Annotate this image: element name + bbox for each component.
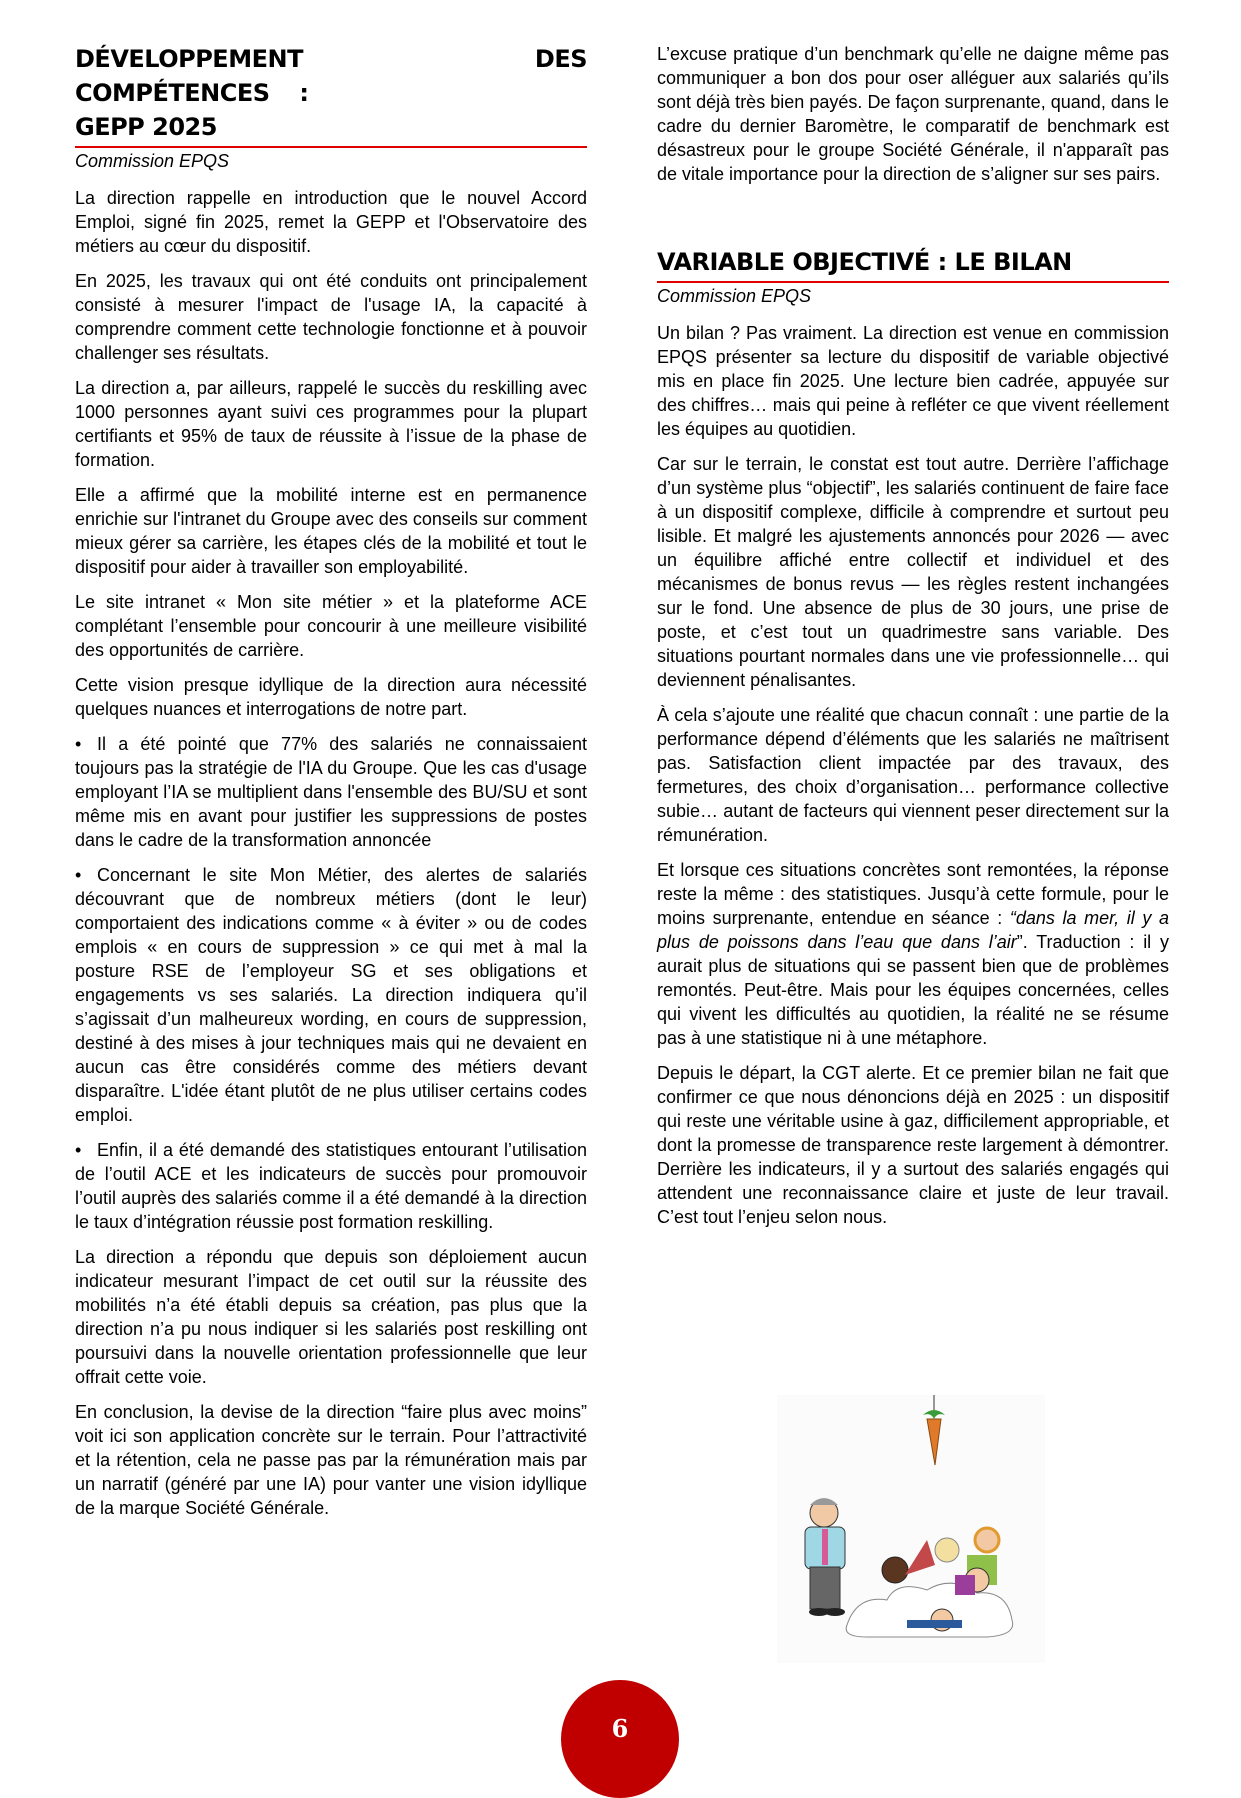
article1-title-rule — [75, 146, 587, 148]
article2-quote-paragraph — [657, 858, 1169, 1050]
bullet-item — [75, 1138, 587, 1234]
carrot-and-crowd-icon — [777, 1395, 1045, 1663]
section-spacer — [657, 197, 1169, 245]
article1-paragraph: En 2025, les travaux qui ont été conduits ont principalement consisté à mesurer l'impact de l'usage IA, la capacité à comprendre comment cette technologie fonctionne et à pouvoir challenger ses résultats. — [75, 271, 587, 363]
cartoon-illustration — [777, 1395, 1045, 1663]
bullet-text: Enfin, il a été demandé des statistiques entourant l’utilisation de l’outil ACE et les indicateurs de succès pour promouvoir l’outil auprès des salariés comme il a été demandé à la direction le taux d’intégration réussie post formation reskilling. — [75, 1140, 587, 1232]
article1-subtitle: Commission EPQS — [75, 151, 230, 171]
article2-paragraph: Car sur le terrain, le constat est tout autre. Derrière l’affichage d’un système plus “objectif”, les salariés continuent de faire face à un dispositif complexe, difficile à comprendre et surtout peu lisible. Et malgré les ajustements annoncés pour 2026 — avec un équilibre affiché entre collectif et individuel et des mécanismes de bonus revus — les règles restent inchangées sur le fond. Une absence de plus de 30 jours, une prise de poste, et c’est tout un quadrimestre sans variable. Des situations pourtant normales dans une vie professionnelle… qui deviennent pénalisantes. — [657, 454, 1169, 690]
article2-title-rule — [657, 281, 1169, 283]
article1-conclusion-paragraph: En conclusion, la devise de la direction “faire plus avec moins” voit ici son application concrète sur le terrain. Pour l’attractivité et la rétention, cela ne passe pas par la rémunération mais par un narratif (généré par une IA) pour vanter une vision idyllique de la marque Société Générale. — [75, 1402, 587, 1518]
article1-title-line2: GEPP 2025 — [75, 113, 217, 141]
article2-subtitle: Commission EPQS — [657, 286, 812, 306]
right-column — [657, 42, 1169, 1240]
quote-lead-text: Et lorsque ces situations concrètes sont remontées, la réponse reste la même : des statistiques. Jusqu’à cette formule, pour le moins surprenante, entendue en séance : — [657, 860, 1169, 928]
article1-continued-paragraph: L’excuse pratique d’un benchmark qu’elle ne daigne même pas communiquer a bon dos pour oser alléguer aux salariés qu’ils sont déjà très bien payés. De façon surprenante, quand, dans le cadre du dernier Baromètre, le comparatif de benchmark est désastreux pour le groupe Société Générale, il n'apparaît pas de vitale importance pour la direction de s’aligner sur ses pairs. — [657, 44, 1169, 184]
article1-paragraph: Elle a affirmé que la mobilité interne est en permanence enrichie sur l'intranet du Groupe avec des conseils sur comment mieux gérer sa carrière, les étapes clés de la mobilité et tout le dispositif pour aider à travailler son employabilité. — [75, 485, 587, 577]
article2-paragraph: Un bilan ? Pas vraiment. La direction est venue en commission EPQS présenter sa lecture du dispositif de variable objectivé mis en place fin 2025. Une lecture bien cadrée, appuyée sur des chiffres… mais qui peine à refléter ce que vivent réellement les équipes au quotidien. — [657, 323, 1169, 439]
article1-paragraph: La direction a, par ailleurs, rappelé le succès du reskilling avec 1000 personnes ayant suivi ces programmes pour la plupart certifiants et 95% de taux de réussite à l’issue de la phase de formation. — [75, 378, 587, 470]
article2-title: VARIABLE OBJECTIVÉ : LE BILAN — [657, 248, 1072, 276]
article1-closing-paragraph: La direction a répondu que depuis son déploiement aucun indicateur mesurant l’impact de cet outil sur la réussite des mobilités n’a été établi depuis sa création, pas plus que la direction n’a pu nous indiquer si les salariés post reskilling ont poursuivi dans la nouvelle orientation professionnelle que leur offrait cette voie. — [75, 1247, 587, 1387]
left-column — [75, 42, 587, 1531]
bullet-text: Concernant le site Mon Métier, des alertes de salariés découvrant que de nombreux métiers (dont le leur) comportaient des indications comme « à éviter » ou de codes emplois « en cours de suppression » ce qui met à mal la posture RSE de l’employeur SG et ses obligations et engagements vs ses salariés. La direction indiquera qu’il s’agissait d’un malheureux wording, en cours de suppression, destiné à des mises à jour techniques mais qui ne devaient en aucun cas être considérés comme des métiers devant disparaître. L'idée étant plutôt de ne plus utiliser certains codes emploi. — [75, 865, 587, 1125]
quote-italic-text: “dans la mer, il y a plus de poissons dans l’eau que dans l’air — [657, 908, 1169, 952]
page-number-badge — [561, 1680, 679, 1798]
bullet-item — [75, 863, 587, 1127]
article1-title-line1: DÉVELOPPEMENT DES COMPÉTENCES : — [75, 45, 587, 107]
article2-paragraph: À cela s’ajoute une réalité que chacun connaît : une partie de la performance dépend d’éléments que les salariés ne maîtrisent pas. Satisfaction client impactée par des travaux, des fermetures, des choix d’organisation… performance collective subie… autant de facteurs qui viennent peser directement sur la rémunération. — [657, 705, 1169, 845]
bullet-text: Il a été pointé que 77% des salariés ne connaissaient toujours pas la stratégie de l'IA du Groupe. Que les cas d'usage employant l’IA se multiplient dans l'ensemble des BU/SU et sont même mis en avant pour justifier les suppressions de postes dans le cadre de la transformation annoncée — [75, 734, 587, 850]
bullet-item — [75, 732, 587, 852]
article1-paragraph: Le site intranet « Mon site métier » et la plateforme ACE complétant l’ensemble pour concourir à une meilleure visibilité des opportunités de carrière. — [75, 592, 587, 660]
article1-paragraph: La direction rappelle en introduction que le nouvel Accord Emploi, signé fin 2025, remet la GEPP et l'Observatoire des métiers au cœur du dispositif. — [75, 188, 587, 256]
page-number: 6 — [611, 1714, 629, 1743]
quote-tail-text: ”. Traduction : il y aurait plus de situations qui se passent bien que de problèmes remontés. Peut-être. Mais pour les équipes concernées, celles qui vivent les difficultés au quotidien, la réalité ne se résume pas à une statistique ni à une métaphore. — [657, 932, 1169, 1048]
article2-final-paragraph: Depuis le départ, la CGT alerte. Et ce premier bilan ne fait que confirmer ce que nous dénoncions déjà en 2025 : un dispositif qui reste une véritable usine à gaz, difficilement appropriable, et dont la promesse de transparence reste largement à démontrer. Derrière les indicateurs, il y a surtout des salariés engagés qui attendent une reconnaissance claire et juste de leur travail. C’est tout l’enjeu selon nous. — [657, 1063, 1169, 1227]
article1-paragraph: Cette vision presque idyllique de la direction aura nécessité quelques nuances et interrogations de notre part. — [75, 675, 587, 719]
